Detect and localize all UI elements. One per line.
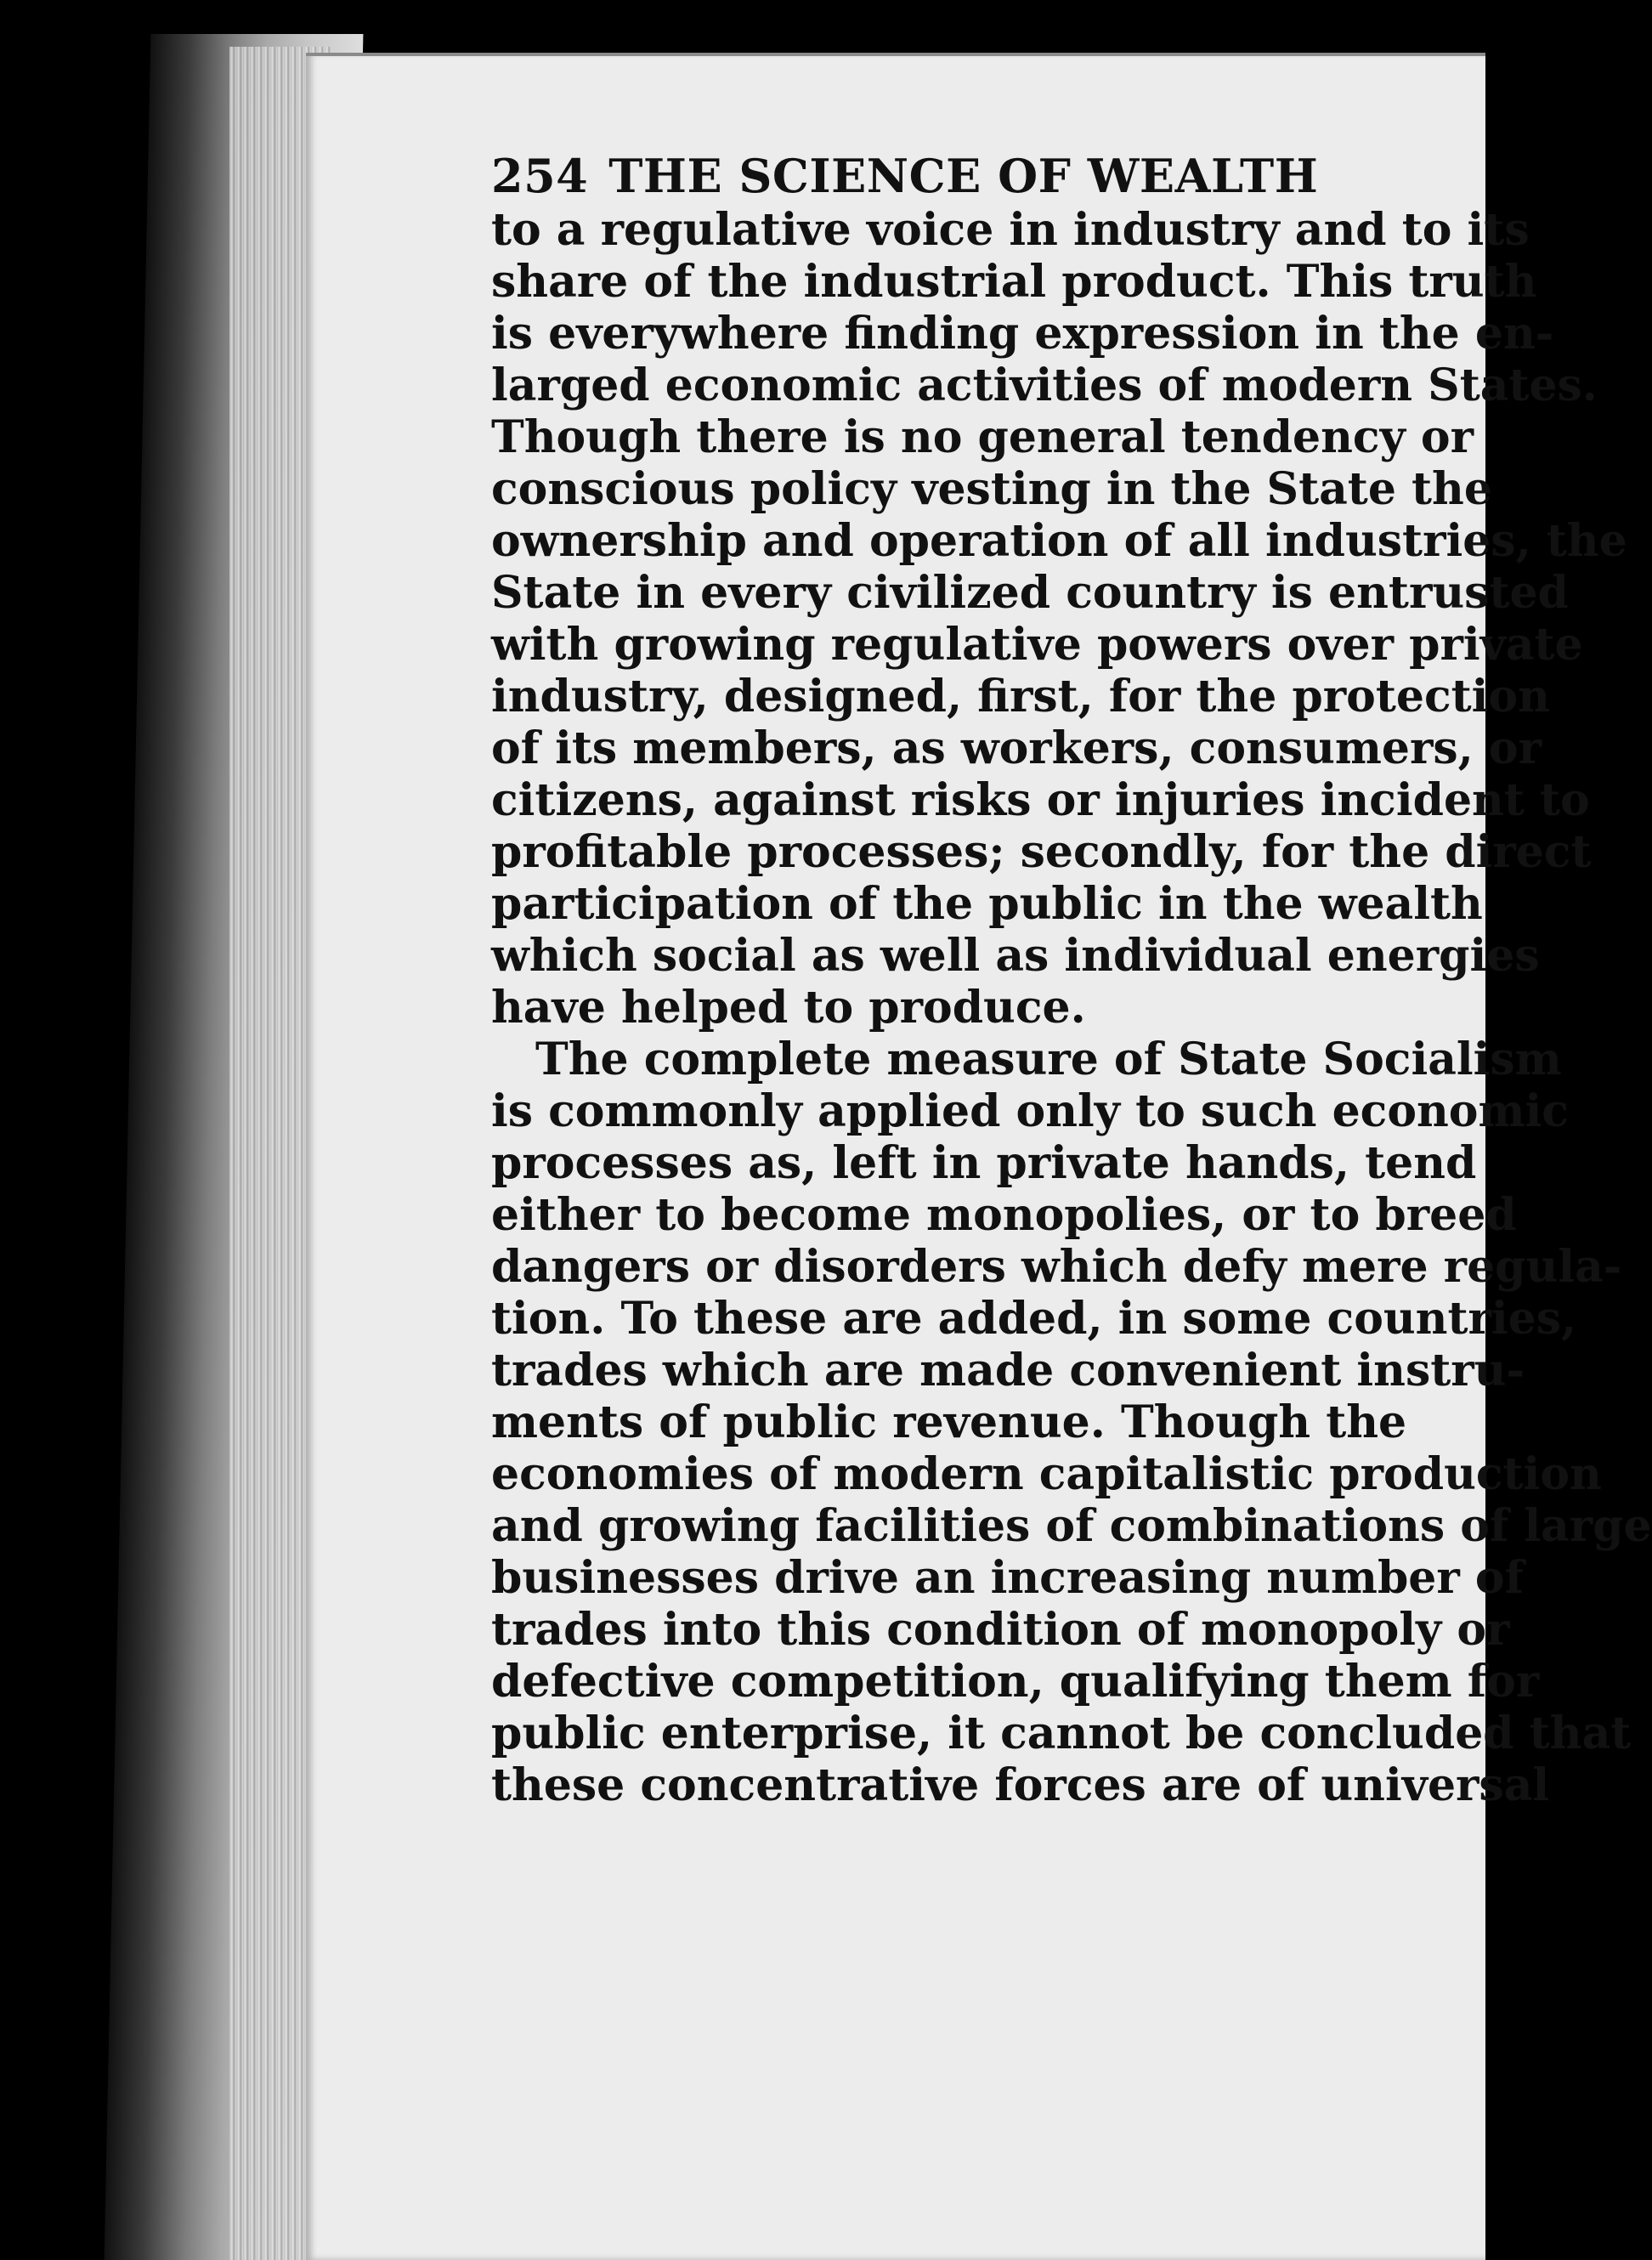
text-line: these concentrative forces are of universal <box>491 1759 1550 1811</box>
text-line: trades into this condition of monopoly or <box>491 1604 1510 1656</box>
running-head <box>491 146 1485 206</box>
text-line: profitable processes; secondly, for the direct <box>491 826 1592 878</box>
text-line: Though there is no general tendency or <box>491 411 1474 463</box>
text-line: of its members, as workers, consumers, or <box>491 722 1542 774</box>
text-line: larged economic activities of modern States. <box>491 360 1598 411</box>
text-line: share of the industrial product. This truth <box>491 256 1537 308</box>
text-line: conscious policy vesting in the State the <box>491 463 1492 515</box>
text-line: participation of the public in the wealth <box>491 878 1483 930</box>
text-line: economies of modern capitalistic production <box>491 1448 1602 1500</box>
text-line: is everywhere finding expression in the en- <box>491 308 1554 360</box>
text-line: dangers or disorders which defy mere regula- <box>491 1241 1622 1293</box>
page-text <box>491 146 1652 1811</box>
text-line: industry, designed, first, for the protection <box>491 671 1550 722</box>
text-line: businesses drive an increasing number of <box>491 1552 1524 1604</box>
text-line: processes as, left in private hands, tend <box>491 1137 1477 1189</box>
text-line: defective competition, qualifying them for <box>491 1656 1540 1708</box>
text-line: State in every civilized country is entrusted <box>491 567 1569 619</box>
text-line: which social as well as individual energies <box>491 930 1540 982</box>
body-text <box>491 204 1652 1811</box>
text-line: is commonly applied only to such economic <box>491 1085 1569 1137</box>
text-line: to a regulative voice in industry and to its <box>491 204 1530 256</box>
text-line: ments of public revenue. Though the <box>491 1396 1407 1448</box>
text-line: tion. To these are added, in some countries, <box>491 1293 1577 1345</box>
text-line: with growing regulative powers over private <box>491 619 1583 671</box>
text-line: and growing facilities of combinations of large <box>491 1500 1652 1552</box>
paragraph-start-line: The complete measure of State Socialism <box>535 1034 1562 1085</box>
text-line: ownership and operation of all industries, the <box>491 515 1627 567</box>
running-head-title: THE SCIENCE OF WEALTH <box>608 149 1319 203</box>
text-line: either to become monopolies, or to breed <box>491 1189 1517 1241</box>
page-number: 254 <box>491 149 589 203</box>
text-line: have helped to produce. <box>491 982 1086 1034</box>
text-line: trades which are made convenient instru- <box>491 1345 1525 1396</box>
page-top-edge <box>306 53 1485 56</box>
text-line: public enterprise, it cannot be concluded that <box>491 1708 1632 1759</box>
text-line: citizens, against risks or injuries incident to <box>491 774 1590 826</box>
